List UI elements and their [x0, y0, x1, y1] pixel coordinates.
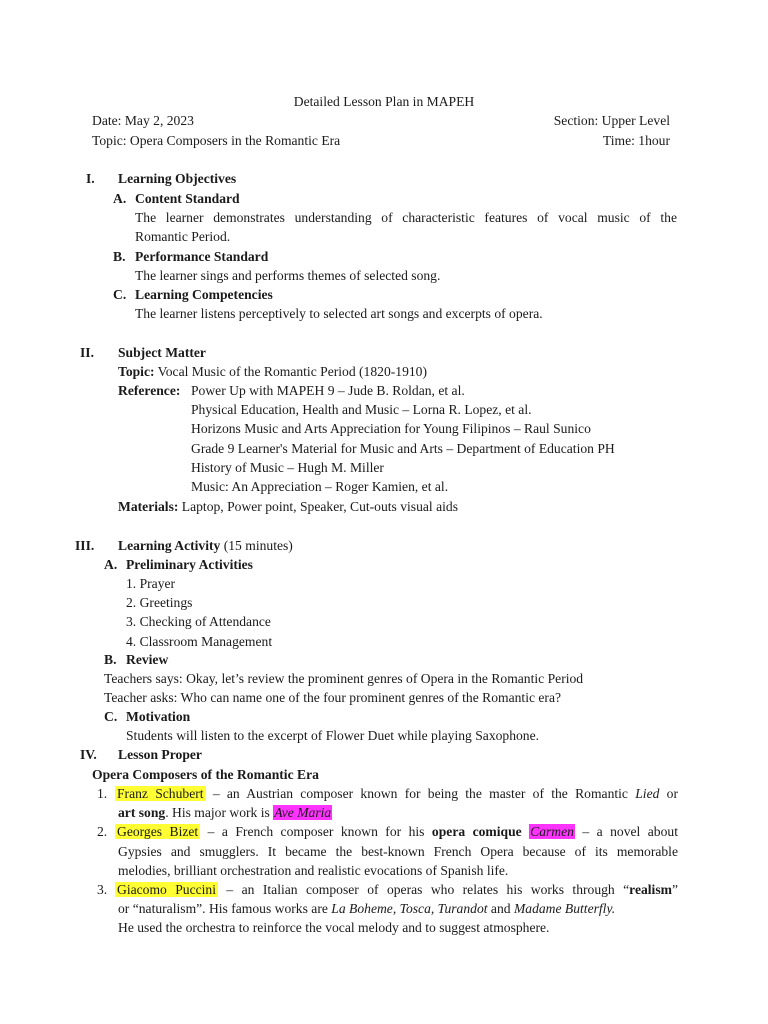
preliminary-item: 1. Prayer	[126, 576, 176, 591]
subject-topic-value: Vocal Music of the Romantic Period (1820-1910)	[157, 364, 427, 379]
composer-3-number: 3.	[97, 882, 108, 897]
composer-3-realism: realism	[629, 882, 672, 897]
performance-standard-title: Performance Standard	[135, 249, 269, 264]
reference-item: Physical Education, Health and Music – Lorna R. Lopez, et al.	[191, 402, 532, 417]
composer-2-novel: – a novel about	[574, 824, 678, 839]
section-2-number: II.	[80, 345, 94, 360]
subject-topic-label: Topic:	[118, 364, 155, 379]
composer-1-lied: Lied	[635, 786, 660, 801]
composer-1-art-song: art song	[118, 805, 166, 820]
composer-2-work: Carmen	[530, 824, 574, 839]
materials-value: Laptop, Power point, Speaker, Cut-outs visual aids	[181, 499, 458, 514]
composer-2-opera-comique: opera comique	[431, 824, 522, 839]
composer-1-major-work-text: . His major work is	[165, 805, 274, 820]
content-standard-text-2: Romantic Period.	[135, 229, 231, 244]
section-4-number: IV.	[80, 747, 97, 762]
composer-3-quote-end: ”	[671, 882, 678, 897]
composer-2-desc: – a French composer known for his	[200, 824, 432, 839]
topic-line: Topic: Opera Composers in the Romantic Era	[92, 133, 341, 148]
learning-competencies-title: Learning Competencies	[135, 287, 273, 302]
composer-3-works-intro: or “naturalism”. His famous works are	[118, 901, 332, 916]
date-line: Date: May 2, 2023	[92, 113, 194, 128]
content-standard-label: A.	[113, 191, 127, 206]
motivation-label: C.	[104, 709, 118, 724]
section-2-heading: Subject Matter	[118, 345, 206, 360]
preliminary-label: A.	[104, 557, 118, 572]
performance-standard-label: B.	[113, 249, 126, 264]
composer-1-or: or	[659, 786, 678, 801]
section-1-heading: Learning Objectives	[118, 171, 237, 186]
motivation-title: Motivation	[126, 709, 191, 724]
composer-2-name: Georges Bizet	[117, 824, 199, 839]
reference-label: Reference:	[118, 383, 181, 398]
composer-1-line-1	[115, 784, 678, 803]
composer-3-line-1	[115, 880, 678, 899]
composer-2-line-1	[115, 822, 678, 841]
composer-2-number: 2.	[97, 824, 108, 839]
content-standard-text-1: The learner demonstrates understanding of characteristic features of vocal music of the	[135, 210, 677, 225]
composer-2-line-3: melodies, brilliant orchestration and realistic evocations of Spanish life.	[118, 863, 509, 878]
preliminary-item: 2. Greetings	[126, 595, 193, 610]
content-standard-title: Content Standard	[135, 191, 240, 206]
composer-1-line-2	[118, 803, 332, 822]
subject-topic-line	[118, 362, 427, 381]
section-3-heading: Learning Activity	[118, 538, 221, 553]
reference-item: Horizons Music and Arts Appreciation for Young Filipinos – Raul Sunico	[191, 421, 591, 436]
section-line: Section: Upper Level	[553, 113, 670, 128]
review-line-2: Teacher asks: Who can name one of the four prominent genres of the Romantic era?	[104, 690, 562, 705]
composers-subheading: Opera Composers of the Romantic Era	[92, 767, 319, 782]
learning-competencies-text: The learner listens perceptively to selected art songs and excerpts of opera.	[135, 306, 543, 321]
section-1-number: I.	[86, 171, 95, 186]
composer-3-desc: – an Italian composer of operas who relates his works through “	[218, 882, 630, 897]
materials-label: Materials:	[118, 499, 179, 514]
time-line: Time: 1hour	[602, 133, 670, 148]
composer-1-desc: – an Austrian composer known for being the master of the Romantic	[205, 786, 636, 801]
composer-3-and: and	[487, 901, 514, 916]
reference-item: Power Up with MAPEH 9 – Jude B. Roldan, et al.	[191, 383, 465, 398]
reference-label-line	[118, 381, 180, 400]
reference-item: History of Music – Hugh M. Miller	[191, 460, 384, 475]
composer-3-name: Giacomo Puccini	[117, 882, 217, 897]
composer-1-major-work: Ave Maria	[274, 805, 332, 820]
document-title: Detailed Lesson Plan in MAPEH	[293, 94, 475, 109]
review-label: B.	[104, 652, 117, 667]
motivation-text: Students will listen to the excerpt of Flower Duet while playing Saxophone.	[126, 728, 540, 743]
learning-competencies-label: C.	[113, 287, 127, 302]
preliminary-item: 4. Classroom Management	[126, 634, 273, 649]
composer-1-name: Franz Schubert	[117, 786, 204, 801]
section-3-heading-line	[118, 536, 293, 555]
composer-3-line-3: He used the orchestra to reinforce the vocal melody and to suggest atmosphere.	[118, 920, 550, 935]
reference-item: Grade 9 Learner's Material for Music and Arts – Department of Education PH	[191, 441, 615, 456]
materials-line	[118, 497, 458, 516]
performance-standard-text: The learner sings and performs themes of selected song.	[135, 268, 441, 283]
section-3-number: III.	[75, 538, 95, 553]
composer-2-line-2: Gypsies and smugglers. It became the best-known French Opera because of its memorable	[118, 844, 678, 859]
composer-1-number: 1.	[97, 786, 108, 801]
preliminary-title: Preliminary Activities	[126, 557, 253, 572]
reference-item: Music: An Appreciation – Roger Kamien, et al.	[191, 479, 449, 494]
review-line-1: Teachers says: Okay, let’s review the prominent genres of Opera in the Romantic Period	[104, 671, 584, 686]
preliminary-item: 3. Checking of Attendance	[126, 614, 271, 629]
section-4-heading: Lesson Proper	[118, 747, 202, 762]
composer-3-line-2	[118, 899, 615, 918]
section-3-duration: (15 minutes)	[223, 538, 293, 553]
composer-3-last-work: Madame Butterfly.	[513, 901, 616, 916]
review-title: Review	[126, 652, 169, 667]
composer-3-works: La Boheme, Tosca, Turandot	[331, 901, 488, 916]
